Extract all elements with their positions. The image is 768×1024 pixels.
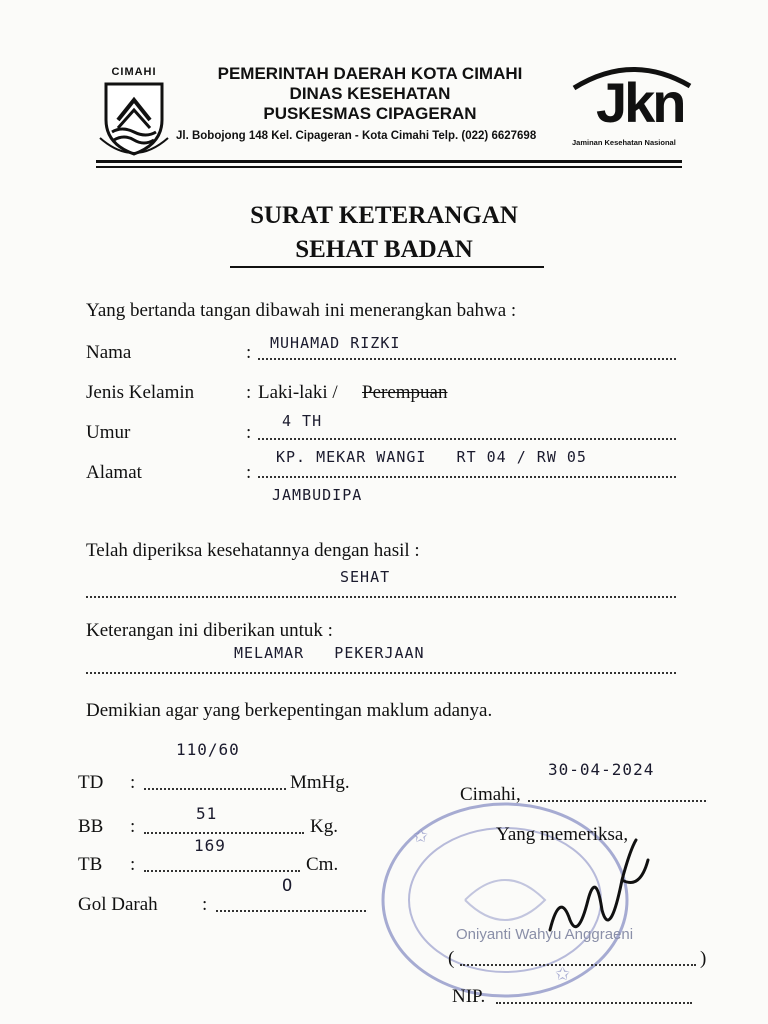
tb-unit: Cm.	[306, 854, 339, 875]
colon: :	[246, 422, 252, 443]
signature-date: 30-04-2024	[548, 760, 655, 779]
alamat-line-1	[258, 476, 676, 478]
bb-value: 51	[196, 804, 218, 823]
document-title-2: SEHAT BADAN	[295, 236, 473, 263]
purpose-line	[86, 672, 676, 674]
nama-value: MUHAMAD RIZKI	[270, 334, 401, 352]
field-label-nama: Nama	[86, 342, 132, 363]
agency-name-3: PUSKESMAS CIPAGERAN	[263, 104, 477, 123]
closing-text: Demikian agar yang berkepentingan maklum adanya.	[86, 700, 493, 721]
tb-value: 169	[194, 836, 226, 855]
tb-label: TB	[78, 854, 103, 875]
agency-name-1: PEMERINTAH DAERAH KOTA CIMAHI	[217, 64, 523, 83]
jkn-wordmark: Jkn	[596, 71, 684, 134]
colon: :	[130, 772, 136, 793]
intro-text: Yang bertanda tangan dibawah ini menerangkan bahwa :	[86, 300, 517, 321]
td-label: TD	[78, 772, 104, 793]
umur-value: 4 TH	[282, 412, 323, 430]
date-line	[528, 800, 706, 802]
exam-label: Telah diperiksa kesehatannya dengan hasil :	[86, 540, 420, 561]
gender-female-struck: Perempuan	[362, 382, 448, 403]
document-title-1: SURAT KETERANGAN	[250, 202, 518, 229]
field-label-alamat: Alamat	[86, 462, 142, 483]
svg-text:✩: ✩	[555, 964, 571, 984]
gol-label: Gol Darah	[78, 894, 158, 915]
signature-place: Cimahi,	[460, 784, 521, 805]
title-underline	[230, 266, 544, 268]
gender-male: Laki-laki /	[258, 382, 338, 403]
header-rule-thick	[96, 160, 682, 163]
purpose-value: MELAMAR PEKERJAAN	[234, 644, 425, 662]
purpose-label: Keterangan ini diberikan untuk :	[86, 620, 333, 641]
colon: :	[130, 854, 136, 875]
nip-line	[496, 1002, 692, 1004]
svg-text:✩: ✩	[413, 826, 429, 846]
td-value: 110/60	[176, 740, 240, 759]
nip-label: NIP.	[452, 986, 486, 1007]
bb-line	[144, 832, 304, 834]
field-label-umur: Umur	[86, 422, 131, 443]
bb-label: BB	[78, 816, 104, 837]
colon: :	[202, 894, 208, 915]
handwritten-signature-icon	[540, 830, 660, 940]
colon: :	[130, 816, 136, 837]
name-bracket-close: )	[700, 948, 707, 969]
exam-line	[86, 596, 676, 598]
nama-line	[258, 358, 676, 360]
cimahi-emblem	[96, 66, 172, 158]
field-label-jenis-kelamin: Jenis Kelamin	[86, 382, 195, 403]
agency-name-2: DINAS KESEHATAN	[289, 84, 451, 103]
cimahi-shield-icon	[96, 80, 172, 158]
gol-value: O	[282, 876, 294, 896]
gol-line	[216, 910, 366, 912]
name-line	[460, 964, 696, 966]
td-line	[144, 788, 286, 790]
colon: :	[246, 462, 252, 483]
td-unit: MmHg.	[290, 772, 350, 793]
alamat-value-2: JAMBUDIPA	[272, 486, 363, 504]
bb-unit: Kg.	[310, 816, 338, 837]
colon: :	[246, 342, 252, 363]
jkn-logo	[570, 58, 695, 153]
exam-value: SEHAT	[340, 568, 391, 586]
header-rule-thin	[96, 166, 682, 168]
tb-line	[144, 870, 300, 872]
umur-line	[258, 438, 676, 440]
examiner-label: Yang memeriksa,	[496, 824, 629, 845]
examiner-name: Oniyanti Wahyu Anggraeni	[456, 926, 634, 943]
emblem-label: CIMAHI	[111, 66, 157, 78]
name-bracket-open: (	[448, 948, 455, 969]
alamat-value-1: KP. MEKAR WANGI RT 04 / RW 05	[276, 448, 587, 466]
agency-address: Jl. Bobojong 148 Kel. Cipageran - Kota Cimahi Telp. (022) 6627698	[176, 130, 537, 142]
jkn-caption: Jaminan Kesehatan Nasional	[572, 138, 676, 147]
colon: :	[246, 382, 252, 403]
